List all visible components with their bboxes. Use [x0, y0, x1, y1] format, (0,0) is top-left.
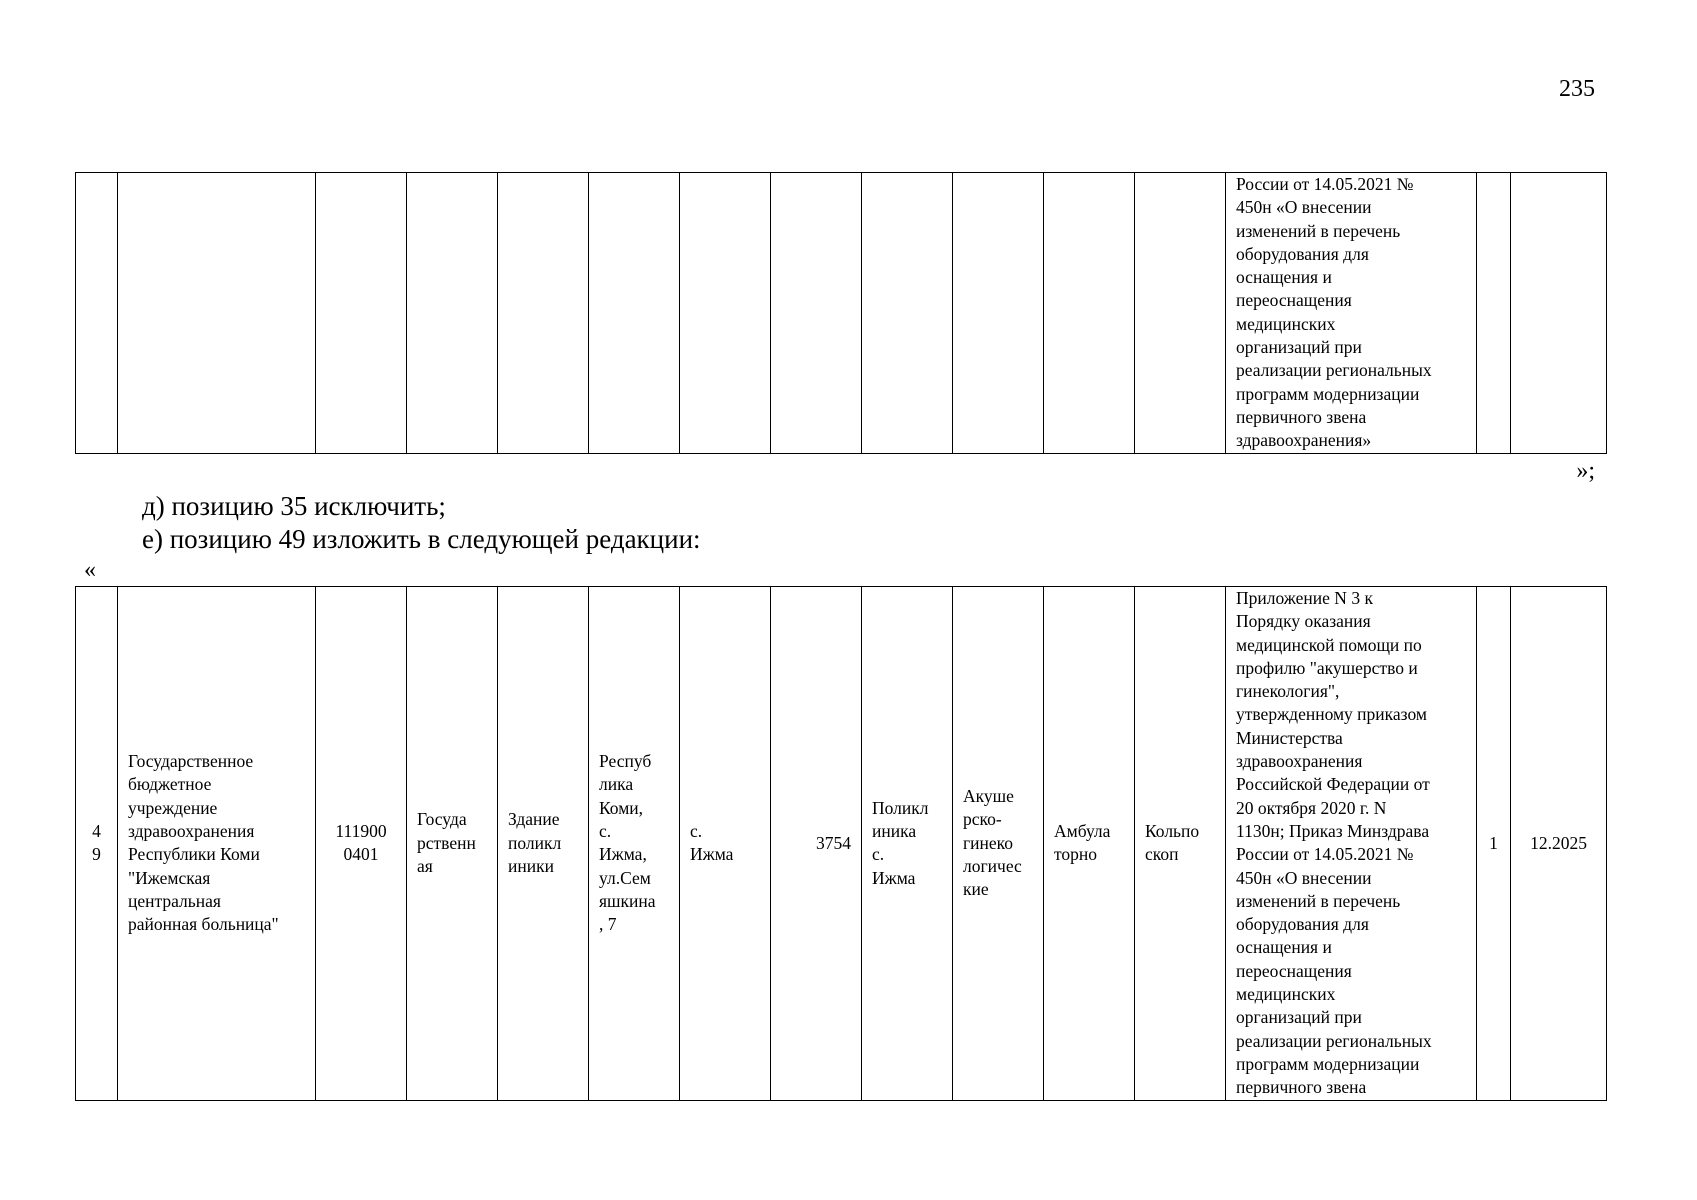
organization-code: 111900 0401	[335, 820, 387, 865]
continuation-table	[75, 172, 1607, 454]
table-cell	[316, 587, 407, 1101]
table-cell	[1044, 173, 1135, 454]
facility-name: Поликл иника с. Ижма	[872, 797, 929, 888]
position-number: 4 9	[92, 820, 101, 865]
organization-name: Государственное бюджетное учреждение здравоохранения Республики Коми "Ижемская центральная районная больница"	[128, 751, 279, 935]
table-cell	[1135, 587, 1226, 1101]
table-cell	[1226, 173, 1477, 454]
table-cell	[407, 587, 498, 1101]
page-number: 235	[1559, 76, 1595, 102]
table-row	[76, 587, 1607, 1101]
building-type: Здание поликл иники	[508, 809, 562, 876]
ownership-form: Госуда рственн ая	[417, 809, 476, 876]
closing-quote: »;	[1576, 458, 1595, 484]
table-cell	[771, 173, 862, 454]
table-cell	[1226, 587, 1477, 1101]
position-49-table	[75, 586, 1607, 1101]
care-type: Амбула торно	[1054, 820, 1111, 865]
table-cell	[498, 587, 589, 1101]
instruction-replace-49: е) позицию 49 изложить в следующей редакции:	[142, 524, 701, 554]
table-cell	[862, 173, 953, 454]
equipment-name: Кольпо скоп	[1145, 820, 1200, 865]
table-cell	[407, 173, 498, 454]
table-cell	[1511, 587, 1607, 1101]
table-cell	[862, 587, 953, 1101]
table-cell	[953, 173, 1044, 454]
medical-profile: Акуше рско- гинеко логичес кие	[963, 786, 1022, 900]
table-cell	[76, 587, 118, 1101]
table-cell	[1477, 173, 1511, 454]
equipment-quantity: 1	[1489, 832, 1498, 853]
table-cell	[680, 587, 771, 1101]
locality: с. Ижма	[690, 820, 734, 865]
table-cell	[589, 587, 680, 1101]
table-row	[76, 173, 1607, 454]
table-cell	[1511, 173, 1607, 454]
table-cell	[316, 173, 407, 454]
regulation-text: Приложение N 3 к Порядку оказания медицинской помощи по профилю "акушерство и гинекология", утвержденному приказом Министерства здравоохранения Российской Федерации от 20 октября 2020 г. N 1130н; Приказ Минздрава России от 14.05.2021 № 450н «О внесении изменений в перечень оборудования для оснащения и переоснащения медицинских организаций при реализации региональных программ модернизации первичного звена	[1236, 588, 1432, 1098]
table-cell	[589, 173, 680, 454]
opening-quote: «	[84, 557, 96, 583]
facility-number: 3754	[816, 832, 851, 853]
delivery-date: 12.2025	[1530, 832, 1587, 853]
table-cell	[1135, 173, 1226, 454]
table-cell	[76, 173, 118, 454]
regulation-text: России от 14.05.2021 № 450н «О внесении изменений в перечень оборудования для оснащения и переоснащения медицинских организаций при реализации региональных программ модернизации первичного звена здравоохранения»	[1236, 174, 1432, 451]
table-cell	[498, 173, 589, 454]
table-cell	[1044, 587, 1135, 1101]
table-cell	[680, 173, 771, 454]
table-cell	[771, 587, 862, 1101]
address: Респуб лика Коми, с. Ижма, ул.Сем яшкина , 7	[599, 751, 656, 935]
table-cell	[1477, 587, 1511, 1101]
table-cell	[953, 587, 1044, 1101]
table-cell	[118, 173, 316, 454]
instruction-remove-35: д) позицию 35 исключить;	[142, 491, 446, 521]
table-cell	[118, 587, 316, 1101]
